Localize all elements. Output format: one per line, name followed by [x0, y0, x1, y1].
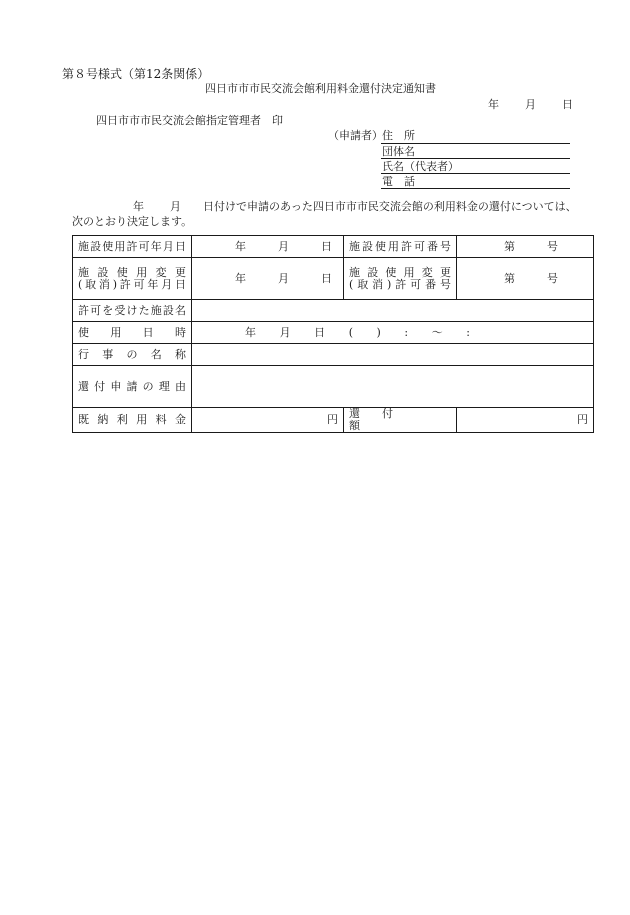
datetime-cell[interactable]: [192, 322, 594, 344]
refund-amount-cell[interactable]: [457, 408, 594, 433]
change-date-label-line2: (取消)許可年月日: [78, 277, 186, 291]
date-year-label: 年: [488, 98, 499, 111]
body-month: 月: [170, 200, 181, 213]
group-underline: [381, 158, 570, 159]
paid-fee-label: 既納利用料金: [73, 408, 192, 433]
start-colon: :: [404, 325, 409, 339]
change-date-label: [73, 258, 192, 300]
permit-number-label: 施設使用許可番号: [344, 236, 457, 258]
facility-cell[interactable]: [192, 300, 594, 322]
phone-label: 電 話: [382, 175, 415, 188]
body-text-line1: 日付けで申請のあった四日市市市民交流会館の利用料金の還付については、: [203, 200, 577, 213]
refund-reason-label: 還付申請の理由: [73, 366, 192, 408]
facility-label: 許可を受けた施設名: [73, 300, 192, 322]
month-label: 月: [278, 239, 289, 253]
form-number: 第８号様式（第12条関係）: [62, 67, 210, 81]
year-label: 年: [235, 271, 246, 285]
permit-date-cell[interactable]: [192, 236, 344, 258]
paren-close: ): [376, 325, 381, 339]
table-row: [73, 322, 594, 344]
issuer-line: 四日市市市民交流会館指定管理者 印: [96, 114, 283, 127]
event-name-cell[interactable]: [192, 344, 594, 366]
table-row: [73, 408, 594, 433]
number-prefix: 第: [504, 239, 515, 253]
refund-amount-label: 還付額: [349, 407, 415, 432]
year-label: 年: [245, 325, 256, 339]
change-date-cell[interactable]: [192, 258, 344, 300]
date-day-label: 日: [562, 98, 573, 111]
table-row: [73, 344, 594, 366]
number-suffix: 号: [547, 239, 558, 253]
body-year: 年: [133, 200, 144, 213]
table-row: [73, 258, 594, 300]
group-label: 団体名: [382, 145, 415, 158]
datetime-label: 使用日時: [73, 322, 192, 344]
change-number-cell[interactable]: [457, 258, 594, 300]
month-label: 月: [279, 325, 291, 339]
address-underline: [381, 143, 570, 144]
yen-label: 円: [327, 413, 338, 426]
table-row: [73, 300, 594, 322]
date-month-label: 月: [525, 98, 536, 111]
address-label: 住 所: [382, 129, 415, 142]
refund-amount-label-cell: [344, 408, 457, 433]
table-row: [73, 366, 594, 408]
representative-label: 氏名（代表者）: [382, 160, 459, 173]
change-number-label-line1: 施設使用変更: [349, 265, 451, 279]
body-text-line2: 次のとおり決定します。: [72, 215, 193, 228]
refund-reason-cell[interactable]: [192, 366, 594, 408]
change-date-label-line1: 施設使用変更: [78, 265, 186, 279]
refund-table: [72, 235, 594, 433]
applicant-label: （申請者）: [328, 129, 383, 142]
day-label: 日: [321, 239, 332, 253]
range-tilde: 〜: [431, 325, 443, 339]
paren-open: (: [348, 325, 353, 339]
document-title: 四日市市市民交流会館利用料金還付決定通知書: [205, 82, 436, 95]
paid-fee-cell[interactable]: [192, 408, 344, 433]
event-name-label: 行事の名称: [73, 344, 192, 366]
year-label: 年: [235, 239, 246, 253]
change-number-label: [344, 258, 457, 300]
representative-underline: [381, 173, 570, 174]
day-label: 日: [314, 325, 326, 339]
table-row: [73, 236, 594, 258]
permit-date-label: 施設使用許可年月日: [73, 236, 192, 258]
number-suffix: 号: [547, 271, 558, 285]
change-number-label-line2: (取消)許可番号: [349, 277, 451, 291]
end-colon: :: [466, 325, 470, 339]
permit-number-cell[interactable]: [457, 236, 594, 258]
yen-label: 円: [577, 413, 588, 426]
day-label: 日: [321, 271, 332, 285]
phone-underline: [381, 188, 570, 189]
number-prefix: 第: [504, 271, 515, 285]
month-label: 月: [278, 271, 289, 285]
